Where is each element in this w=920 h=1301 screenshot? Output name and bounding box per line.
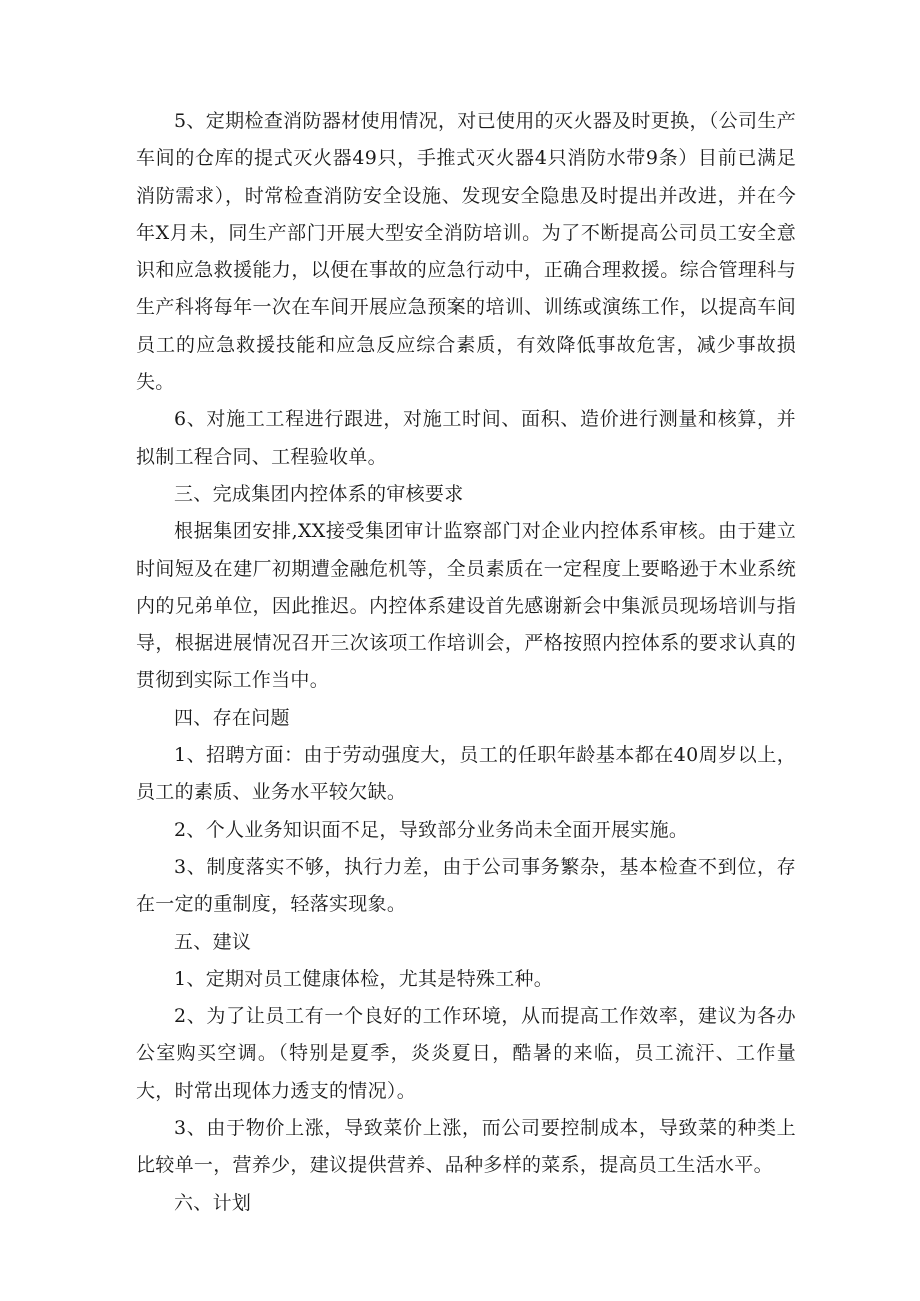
- section-heading-suggestions: 五、建议: [174, 930, 252, 953]
- section-heading-plan: 六、计划: [174, 1191, 252, 1214]
- paragraph-suggestion-meals: 3、由于物价上涨，导致菜价上涨，而公司要控制成本，导致菜的种类上比较单一，营养少，建议提供营养、品种多样的菜系，提高员工生活水平。: [136, 1117, 796, 1177]
- paragraph-suggestion-air-conditioning: 2、为了让员工有一个良好的工作环境，从而提高工作效率，建议为各办公室购买空调。（特别是夏季，炎炎夏日，酷暑的来临，员工流汗、工作量大，时常出现体力透支的情况）。: [136, 1005, 796, 1102]
- section-heading-problems: 四、存在问题: [174, 706, 290, 729]
- paragraph-suggestion-health-check: 1、定期对员工健康体检，尤其是特殊工种。: [174, 967, 554, 990]
- paragraph-problem-knowledge: 2、个人业务知识面不足，导致部分业务尚未全面开展实施。: [174, 818, 689, 841]
- document-page: [136, 103, 796, 1222]
- paragraph-fire-equipment-check: 5、定期检查消防器材使用情况，对已使用的灭火器及时更换，（公司生产车间的仓库的提式灭火器49只，手推式灭火器4只消防水带9条）目前已满足消防需求），时常检查消防安全设施、发现安全隐患及时提出并改进，并在今年X月未，同生产部门开展大型安全消防培训。为了不断提高公司员工安全意识和应急救援能力，以便在事故的应急行动中，正确合理救援。综合管理科与生产科将每年一次在车间开展应急预案的培训、训练或演练工作，以提高车间员工的应急救援技能和应急反应综合素质，有效降低事故危害，减少事故损失。: [136, 110, 796, 394]
- paragraph-internal-control-audit: 根据集团安排,XX接受集团审计监察部门对企业内控体系审核。由于建立时间短及在建厂初期遭金融危机等，全员素质在一定程度上要略逊于木业系统内的兄弟单位，因此推迟。内控体系建设首先感谢新会中集派员现场培训与指导，根据进展情况召开三次该项工作培训会，严格按照内控体系的要求认真的贯彻到实际工作当中。: [136, 520, 796, 692]
- paragraph-construction-followup: 6、对施工工程进行跟进，对施工时间、面积、造价进行测量和核算，并拟制工程合同、工程验收单。: [136, 408, 796, 468]
- paragraph-problem-implementation: 3、制度落实不够，执行力差，由于公司事务繁杂，基本检查不到位，存在一定的重制度，轻落实现象。: [136, 855, 796, 916]
- section-heading-internal-control: 三、完成集团内控体系的审核要求: [174, 482, 464, 505]
- paragraph-problem-recruitment: 1、招聘方面：由于劳动强度大，员工的任职年龄基本都在40周岁以上，员工的素质、业务水平较欠缺。: [136, 744, 796, 804]
